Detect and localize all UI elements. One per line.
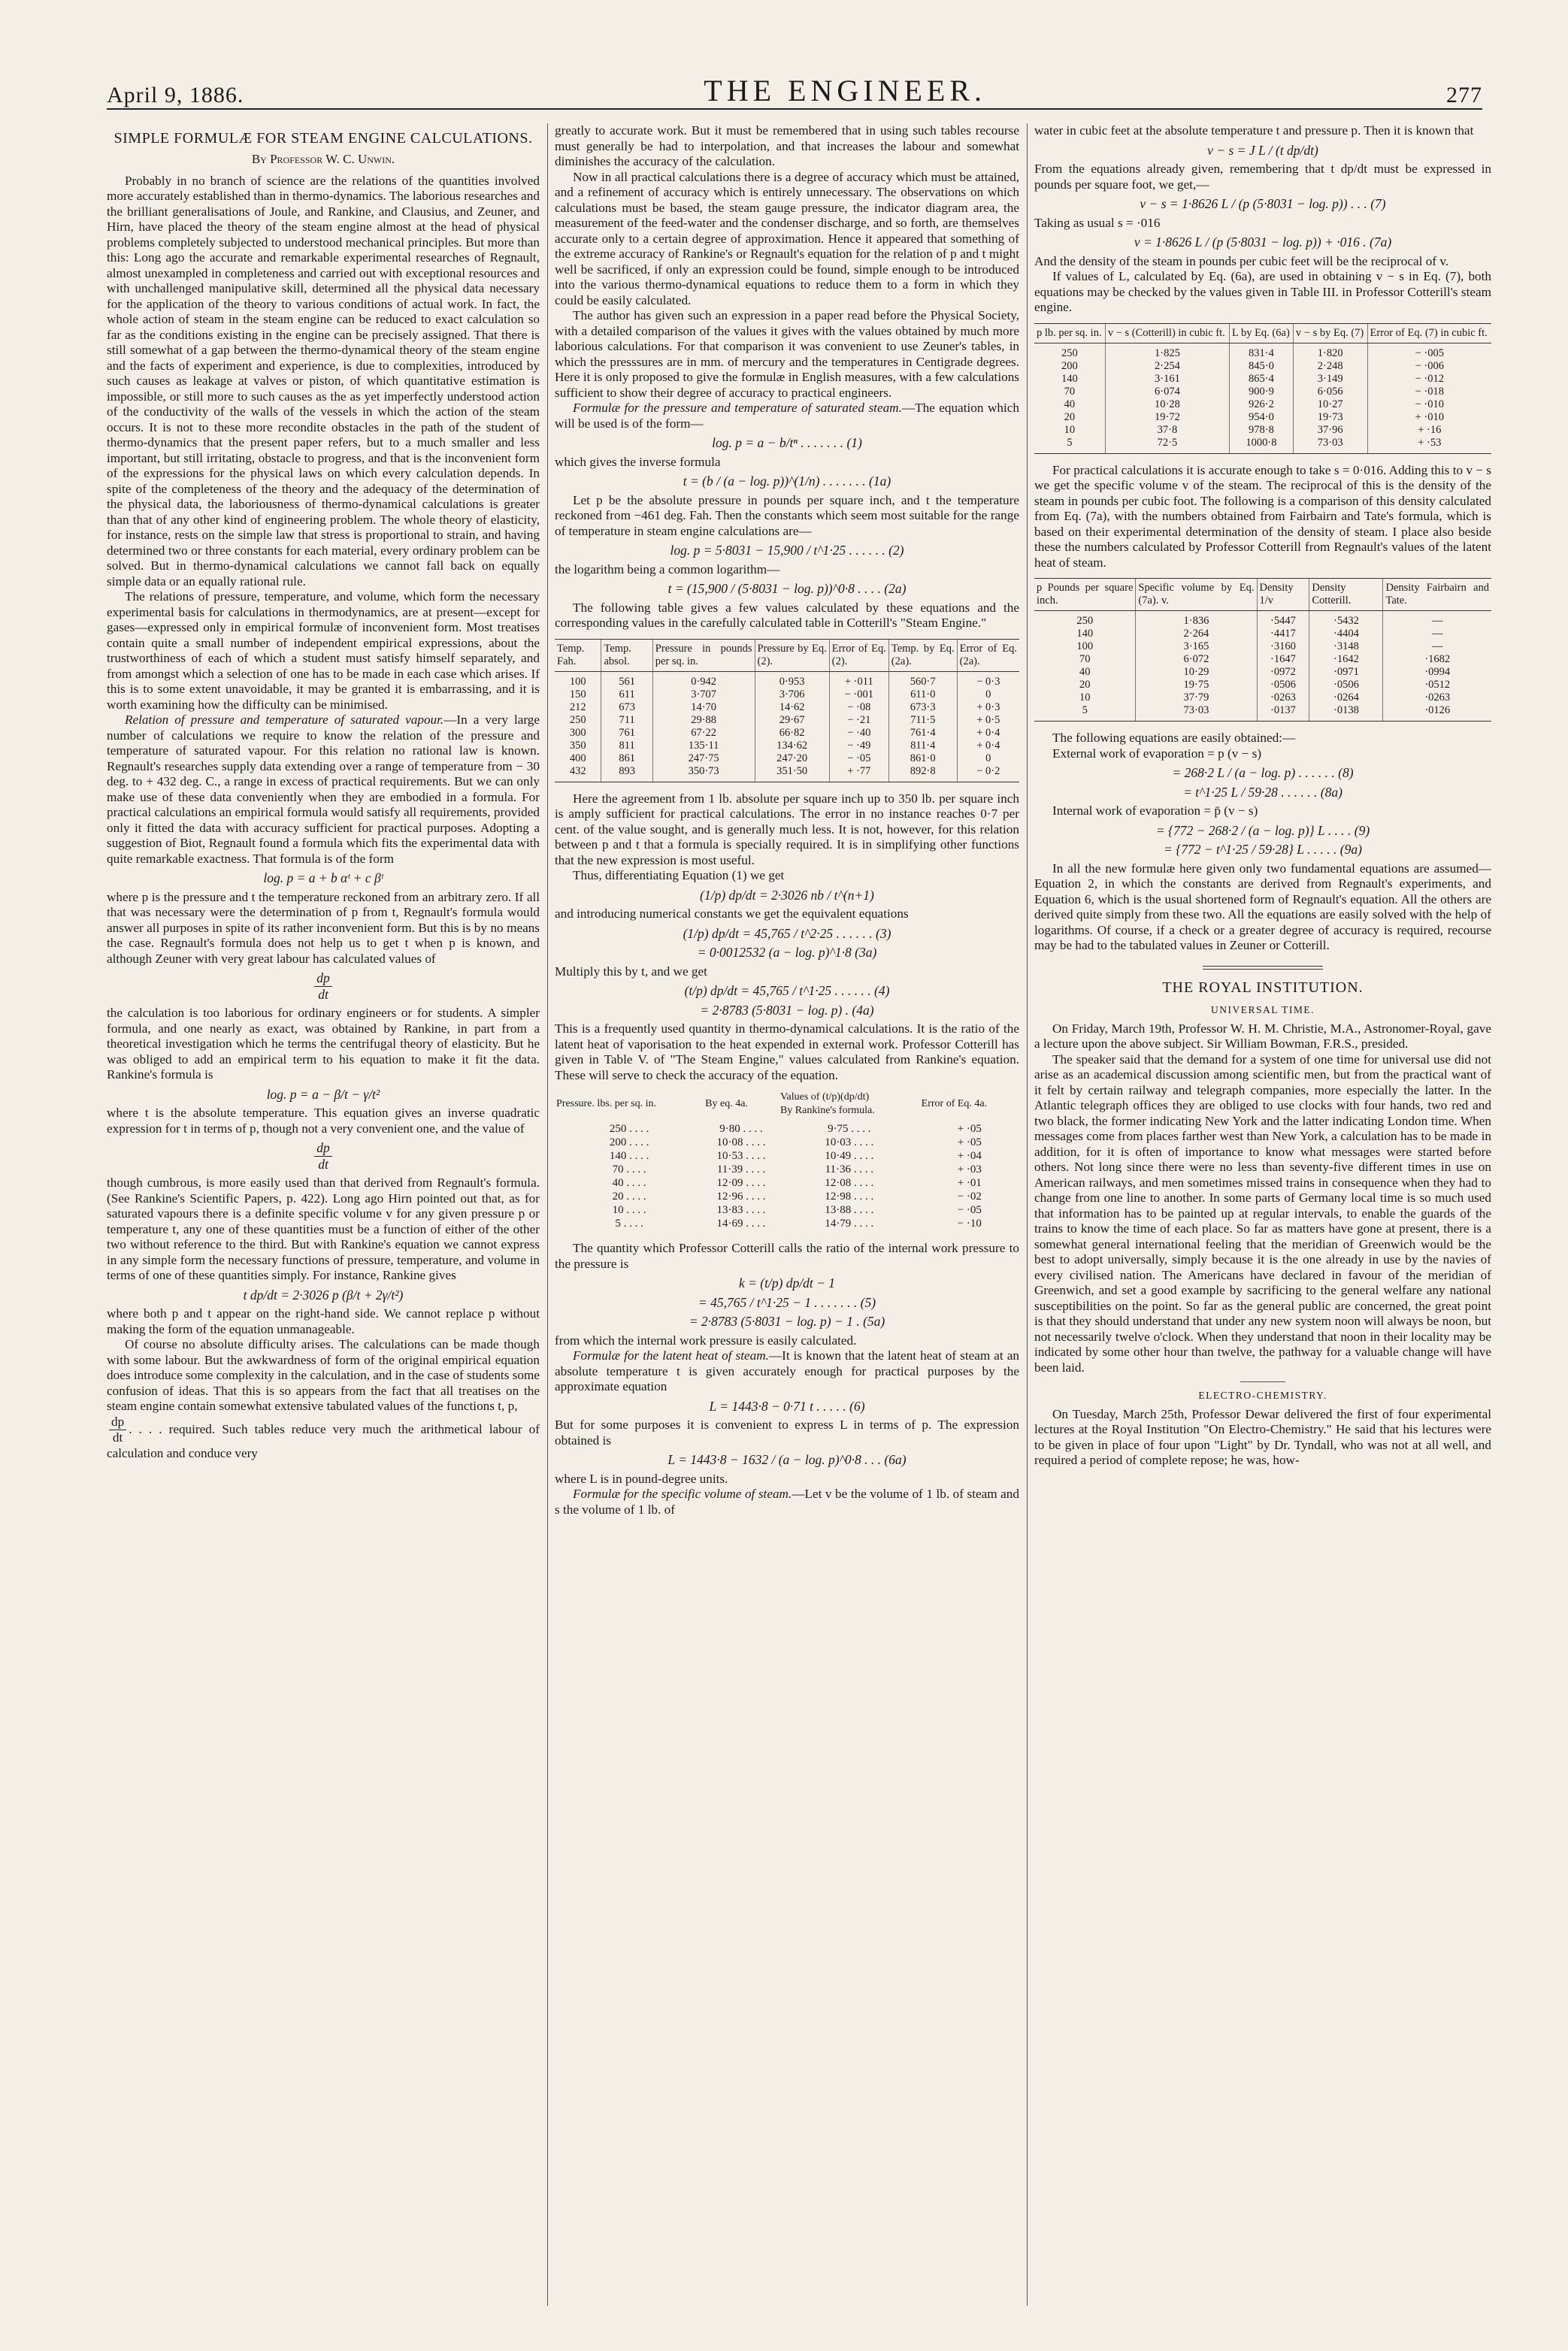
paragraph: The relations of pressure, temperature, and volume, which form the necessary experimental basis for calculations in thermodynamics, are at present—except for gases—expressed only in empirical formulæ of inconvenient form. Most treatises contain quite a small number of independent empirical expressions, about the trustworthiness of each of which a student must satisfy himself separately, and from amongst which a selection of one has to be made in each case which arises. If this is to some extent unavoidable, it may be granted it is embarrassing, and it is worth examining how the difficulty can be minimised. — [107, 589, 540, 712]
paragraph-text: . . . . required. Such tables reduce very much the arithmetical labour of calculation and conduce very — [107, 1421, 540, 1460]
table-header: Specific volume by Eq. (7a). v. — [1136, 579, 1257, 611]
paragraph: And the density of the steam in pounds per cubic feet will be the reciprocal of v. — [1034, 253, 1449, 268]
page-header — [107, 66, 1482, 110]
italic-heading: Formulæ for the specific volume of steam. — [573, 1487, 792, 1501]
table-header: Density Fairbairn and Tate. — [1383, 579, 1491, 611]
paragraph: If values of L, calculated by Eq. (6a), are used in obtaining v − s in Eq. (7), both equations may be checked by the values given in Table III. in Professor Cotterill's steam engine. — [1034, 269, 1491, 314]
paragraph: the logarithm being a common logarithm— — [555, 561, 780, 576]
paragraph — [107, 1415, 540, 1462]
equation-9: = {772 − 268·2 / (a − log. p)} L . . . . (9) — [1155, 822, 1370, 838]
table-header-rankine: By Rankine's formula. — [779, 1105, 875, 1116]
equation-7a: v = 1·8626 L / (p (5·8031 − log. p)) + ·016 . (7a) — [1134, 234, 1392, 250]
paragraph: the calculation is too laborious for ordinary engineers or for students. A simpler formula, and one nearly as exact, was obtained by Rankine, in part from a theoretical investigation which he terms the centrifugal theory of elasticity. But he was obliged to add an empirical term to his equation to make it fit the data. Rankine's formula is — [107, 1006, 540, 1082]
paragraph: and introducing numerical constants we get the equivalent equations — [555, 906, 909, 921]
paragraph — [555, 401, 1019, 431]
table-header: Pressure in pounds per sq. in. — [652, 639, 755, 671]
table-header: Pressure. lbs. per sq. in. — [556, 1098, 656, 1109]
italic-heading: Formulæ for the latent heat of steam. — [573, 1348, 769, 1363]
paragraph: This is a frequently used quantity in thermo-dynamical calculations. It is the ratio of the latent heat of vaporisation to the heat expended in external work. Professor Cotterill has given in Table V. of "The Steam Engine," values calculated from Rankine's equation. These will serve to check the accuracy of the equation. — [555, 1021, 1019, 1082]
header-date: April 9, 1886. — [107, 83, 244, 107]
equation-6a: L = 1443·8 − 1632 / (a − log. p)^0·8 . . . (6a) — [667, 1452, 907, 1467]
table-header-row — [555, 1089, 1019, 1119]
equation: v − s = J L / (t dp/dt) — [1207, 142, 1318, 158]
paragraph: Here the agreement from 1 lb. absolute per square inch up to 350 lb. per square inch is amply sufficient for practical calculations. The error in no instance reaches 0·7 per cent. of the value sought, and is generally much less. It is not, however, for this relation between p and t that a formula is specially required. It is in simplifying other functions that the new expression is most useful. — [555, 791, 1019, 867]
italic-heading: Formulæ for the pressure and temperature of saturated steam. — [573, 401, 902, 415]
paragraph-text: —The equation which will be used is of the form— — [555, 401, 1019, 431]
equation-1: log. p = a − b/tⁿ . . . . . . . (1) — [712, 435, 862, 450]
equation-4: (t/p) dp/dt = 45,765 / t^1·25 . . . . . . (4) — [684, 983, 890, 998]
paragraph: External work of evaporation = p (v − s) — [1052, 746, 1262, 761]
table-column: 250 140 100 70 40 20 10 5 — [1034, 611, 1136, 722]
table-row — [1034, 343, 1491, 453]
equation-3a: = 0·0012532 (a − log. p)^1·8 (3a) — [697, 945, 877, 960]
paragraph: where L is in pound-degree units. — [555, 1471, 728, 1486]
table-column: 100 150 212 250 300 350 400 432 — [555, 671, 601, 782]
article-byline: By Professor W. C. Unwin. — [251, 152, 395, 166]
paragraph-text: —Let v be the volume of 1 lb. of steam and s the volume of 1 lb. of — [555, 1487, 1019, 1517]
equation: log. p = a − β/t − γ/t² — [266, 1086, 380, 1102]
table-column: − 0·3 0 + 0·3 + 0·5 + 0·4 + 0·4 0 − 0·2 — [957, 671, 1019, 782]
table-header: Error of Eq. (2). — [829, 639, 888, 671]
table-header: v − s by Eq. (7) — [1293, 323, 1367, 343]
header-title: THE ENGINEER. — [704, 74, 987, 107]
subsection-title: ELECTRO-CHEMISTRY. — [1198, 1390, 1327, 1401]
equation-3: (1/p) dp/dt = 45,765 / t^2·25 . . . . . . (3) — [683, 925, 891, 941]
table-header: p Pounds per square inch. — [1034, 579, 1136, 611]
table-column: − ·005 − ·006 − ·012 − ·018 − ·010 + ·010 + ·16 + ·53 — [1367, 343, 1491, 453]
table-header-values: Values of (t/p)(dp/dt) — [779, 1091, 870, 1103]
paragraph: The following equations are easily obtained:— — [1052, 731, 1296, 745]
paragraph: The author has given such an expression in a paper read before the Physical Society, with a detailed comparison of the values it gives with the values obtained by much more laborious calculations. For that comparison it was convenient to use Zeuner's tables, in which the presssures are in mm. of mercury and the temperatures in Centigrade degrees. Here it is only proposed to give the formulæ in English measures, with a few calculations sufficient to show their degree of accuracy to practical engineers. — [555, 308, 1019, 400]
paragraph — [107, 713, 540, 867]
equation-dp-dt: $\frac{dp}{dt}$ — [107, 1140, 540, 1172]
article-title: SIMPLE FORMULÆ FOR STEAM ENGINE CALCULATIONS. — [114, 130, 533, 147]
paragraph: water in cubic feet at the absolute temperature t and pressure p. Then it is known that — [1034, 123, 1474, 138]
table-column: + ·05 + ·05 + ·04 + ·03 + ·01 − ·02 − ·05 − ·10 — [957, 1123, 982, 1230]
subsection-title: UNIVERSAL TIME. — [1211, 1004, 1315, 1015]
column-rule — [1027, 123, 1028, 2306]
equation: (1/p) dp/dt = 2·3026 nb / t^(n+1) — [700, 887, 874, 903]
paragraph: Multiply this by t, and we get — [555, 964, 707, 979]
equation-4a: = 2·8783 (5·8031 − log. p) . (4a) — [700, 1002, 874, 1018]
table-column: 9·75 . . . . 10·03 . . . . 10·49 . . . . 11·36 . . . . 12·08 . . . . 12·98 . . . . 13·88 . . . . 14·79 . . . . — [825, 1123, 874, 1230]
table-column: — — — ·1682 ·0994 ·0512 ·0263 ·0126 — [1383, 611, 1491, 722]
table-column: ·5447 ·4417 ·3160 ·1647 ·0972 ·0506 ·0263 ·0137 — [1257, 611, 1309, 722]
table-column: 250 . . . . 200 . . . . 140 . . . . 70 . . . . 40 . . . . 20 . . . . 10 . . . . 5 . . . . — [609, 1123, 649, 1230]
table-column: ·5432 ·4404 ·3148 ·1642 ·0971 ·0506 ·0264 ·0138 — [1309, 611, 1383, 722]
equation-2a: t = (15,900 / (5·8031 − log. p))^0·8 . . . . (2a) — [667, 581, 907, 596]
paragraph: Let p be the absolute pressure in pounds per square inch, and t the temperature reckoned from −461 deg. Fah. Then the constants which seem most suitable for the range of temperature in steam engine calculations are— — [555, 492, 1019, 538]
paragraph-text: —It is known that the latent heat of steam at an absolute temperature t is given accurately enough for practical purposes by the approximate equation — [555, 1348, 1019, 1393]
italic-heading: Relation of pressure and temperature of saturated vapour. — [125, 713, 444, 727]
equation-2: log. p = 5·8031 − 15,900 / t^1·25 . . . . . . (2) — [670, 543, 904, 558]
equation-8: = 268·2 L / (a − log. p) . . . . . . (8) — [1172, 765, 1354, 780]
equation-5: k = (t/p) dp/dt − 1 — [738, 1275, 836, 1290]
table-header: Temp. by Eq. (2a). — [888, 639, 957, 671]
section-divider — [1203, 966, 1323, 970]
divider — [1240, 1381, 1285, 1382]
table-column: 560·7 611·0 673·3 711·5 761·4 811·4 861·0 892·8 — [888, 671, 957, 782]
table-header: Temp. absol. — [601, 639, 652, 671]
table-header: By eq. 4a. — [705, 1098, 748, 1109]
table-row — [555, 1119, 1019, 1233]
table-header: Error of Eq. 4a. — [921, 1098, 988, 1109]
paragraph: For practical calculations it is accurate enough to take s = 0·016. Adding this to v − s we get the specific volume v of the steam. The reciprocal of this is the density of the steam in pounds per cubic foot. The following is a comparison of this density calculated from Eq. (7a), with the numbers obtained from Fairbairn and Tate's formula, which is based on their experimental determination of the density of steam. I place also beside these the numbers calculated by Professor Cotterill from Regnault's values of the latent heat of steam. — [1034, 462, 1491, 570]
column-2 — [555, 123, 1019, 2321]
table-column: 0·953 3·706 14·62 29·67 66·82 134·62 247·20 351·50 — [755, 671, 829, 782]
table-header-row — [1034, 323, 1491, 343]
equation-9a: = {772 − t^1·25 / 59·28} L . . . . . (9a) — [1164, 842, 1362, 857]
paragraph: though cumbrous, is more easily used than that derived from Regnault's formula. (See Rankine's Scientific Papers, p. 422). Long ago Hirn pointed out that, as for saturated vapours there is a definite specific volume v for any given pressure p or temperature t, any one of these quantities must be a function of either of the other two without reference to the third. But with Rankine's equation we cannot express in any simple form the necessary functions of pressure, temperature, and volume in terms of one of these quantities simply. For instance, Rankine gives — [107, 1176, 540, 1282]
paragraph: The quantity which Professor Cotterill calls the ratio of the internal work pressure to the pressure is — [555, 1241, 1019, 1271]
paragraph: from which the internal work pressure is easily calculated. — [555, 1333, 857, 1348]
table-pressure-temperature — [555, 639, 1019, 782]
paragraph: But for some purposes it is convenient to express L in terms of p. The expression obtained is — [555, 1418, 1019, 1448]
table-specific-volume — [1034, 323, 1491, 454]
table-header: Error of Eq. (2a). — [957, 639, 1019, 671]
table-header: Pressure by Eq. (2). — [755, 639, 829, 671]
paragraph: which gives the inverse formula — [555, 454, 721, 469]
table-row — [555, 671, 1019, 782]
column-1 — [107, 123, 540, 2321]
paragraph: Now in all practical calculations there is a degree of accuracy which must be attained, and a refinement of accuracy which is entirely unnecessary. The observations on which calculations must be based, the steam gauge pressure, the indicator diagram area, the measurement of the feed-water and the condenser discharge, and so forth, are themselves accurate only to a certain degree of approximation. Hence it appeared that something of the extreme accuracy of Rankine's or Regnault's equation for the relation of p and t might well be sacrificed, if only an expression could be found, simple enough to be introduced into the various thermo-dynamical equations to reduce them to a form in which they could be easily calculated. — [555, 169, 1019, 307]
table-header: Error of Eq. (7) in cubic ft. — [1367, 323, 1491, 343]
equation-6: L = 1443·8 − 0·71 t . . . . . (6) — [709, 1398, 865, 1414]
equation-5: = 45,765 / t^1·25 − 1 . . . . . . . (5) — [698, 1294, 876, 1310]
equation-dp-dt: $\frac{dp}{dt}$ — [107, 970, 540, 1002]
table-column: 0·942 3·707 14·70 29·88 67·22 135·11 247·75 350·73 — [652, 671, 755, 782]
equation: t dp/dt = 2·3026 p (β/t + 2γ/t²) — [243, 1287, 404, 1303]
paragraph: greatly to accurate work. But it must be remembered that in using such tables recourse must generally be had to interpolation, and that increases the labour and somewhat diminishes the accuracy of the calculation. — [555, 123, 1019, 168]
fraction: $\frac{dp}{dt}$ — [109, 1415, 126, 1446]
table-header: Density Cotterill. — [1309, 579, 1383, 611]
paragraph: In all the new formulæ here given only two fundamental equations are assumed—Equation 2, in which the constants are derived from Regnault's experiments, and Equation 6, which is the usual shortened form of Regnault's equation. All the others are derived quite simply from these two. All the equations are easily solved with the help of logarithms. Of course, if a check or a greater degree of accuracy is required, recourse may be had to the tabulated values in Zeuner or Cotterill. — [1034, 861, 1491, 952]
table-column: 1·836 2·264 3·165 6·072 10·29 19·75 37·79 73·03 — [1136, 611, 1257, 722]
section-title: THE ROYAL INSTITUTION. — [1162, 979, 1364, 996]
paragraph: where t is the absolute temperature. This equation gives an inverse quadratic expression for t in terms of p, though not a very convenient one, and the value of — [107, 1106, 540, 1136]
column-rule — [547, 123, 548, 2306]
paragraph — [555, 1487, 1019, 1517]
paragraph: On Friday, March 19th, Professor W. H. M. Christie, M.A., Astronomer-Royal, gave a lecture upon the above subject. Sir William Bowman, F.R.S., presided. — [1034, 1021, 1491, 1051]
paragraph: Probably in no branch of science are the relations of the quantities involved more accurately established than in thermo-dynamics. The laborious researches and the brilliant generalisations of Joule, and Rankine, and Clausius, and Zeuner, and Hirn, have placed the theory of the steam engine almost at the head of physical problems completely subjected to understood mechanical principles. But more than this: Long ago the accurate and remarkable experimental researches of Regnault, almost unexampled in completeness and carried out with exceptional resources and with unchallenged manipulative skill, determined all the physical data necessary for the application of the theory to various conditions of actual work. In fact, the whole action of steam in the steam engine can be reduced to exact calculation so far as the conditions existing in the engine can be precisely assigned. That there is still somewhat of a gap between the thermo-dynamical theory of the steam engine and the facts of experiment and experience, is due to complexities, introduced by such causes as leakage at valves or piston, of which quantitative estimation is impossible, or still more to such causes as the as yet imperfectly understood action of the conductivity of the walls of the vessels in which the action of the steam occurs. It is not to these more recondite obstacles in the path of the student of thermo-dynamics that the present paper refers, but to a much smaller and less important, but still irritating, obstacle to progress, and that is the inconvenient form of the expressions for the physical laws on which every calculation depends. In spite of the completeness of the theory and the adequacy of the determination of the physical data, the laboriousness of thermo-dynamical calculations is greater than that of any other kind of engineering problem. The whole theory of elasticity, for instance, rests on the simple law that stress is proportional to strain, and having determined two or three constants for each material, every ordinary problem can be solved. But in thermo-dynamical calculations we cannot fall back on equally simple data or an equally rational rule. — [107, 173, 540, 589]
table-column: 250 200 140 70 40 20 10 5 — [1034, 343, 1105, 453]
table-header-row — [555, 639, 1019, 671]
equation-1a: t = (b / (a − log. p))^(1/n) . . . . . . . (1a) — [683, 474, 891, 489]
equation-8a: = t^1·25 L / 59·28 . . . . . . (8a) — [1183, 784, 1342, 800]
table-header: Density 1/v — [1257, 579, 1309, 611]
paragraph: On Tuesday, March 25th, Professor Dewar delivered the first of four experimental lectures at the Royal Institution "On Electro-Chemistry." He said that his lectures were to be given in place of four upon "Light" by Dr. Tyndall, who was not at all well, and required a period of complete repose; he was, how- — [1034, 1406, 1491, 1467]
paragraph — [555, 1348, 1019, 1395]
paragraph: where p is the pressure and t the temperature reckoned from an arbitrary zero. If all that was necessary were the determination of p from t, Regnault's formula would answer all purposes in spite of its rather inconvenient form. But this is by no means the case. Regnault's formula does not help us to get t when p is known, and although Zeuner with very great labour has calculated values of — [107, 889, 540, 966]
paragraph-text: —In a very large number of calculations we require to know the relation of the pressure and temperature of saturated vapour. For this relation no rational law is known. Regnault's researches supply data extending over a range of temperature from − 30 deg. to + 432 deg. C., a range in excess of practical requirements. But we can only make use of these data conveniently when they are embodied in a formula. For practical calculations an empirical formula would satisfy all requirements, provided only it fitted the data with accuracy sufficient for practical purposes. Adopting a suggestion of Biot, Regnault found a formula which fits the experimental data with quite remarkable exactness. That formula is of the form — [107, 713, 540, 866]
table-header: p lb. per sq. in. — [1034, 323, 1105, 343]
header-page-number: 277 — [1445, 83, 1482, 107]
equation-5a: = 2·8783 (5·8031 − log. p) − 1 . (5a) — [689, 1314, 885, 1329]
table-row — [1034, 611, 1491, 722]
table-column: 9·80 . . . . 10·08 . . . . 10·53 . . . . 11·39 . . . . 12·09 . . . . 12·96 . . . . 13·83 . . . . 14·69 . . . . — [716, 1123, 766, 1230]
table-density — [1034, 578, 1491, 722]
paragraph: From the equations already given, remembering that t dp/dt must be expressed in pounds per square foot, we get,— — [1034, 162, 1491, 192]
equation-7: v − s = 1·8626 L / (p (5·8031 − log. p)) . . . (7) — [1140, 196, 1386, 211]
paragraph: Taking as usual s = ·016 — [1034, 215, 1161, 230]
paragraph: Internal work of evaporation = p̄ (v − s) — [1052, 803, 1258, 818]
table-column: 561 611 673 711 761 811 861 893 — [601, 671, 652, 782]
table-header: L by Eq. (6a) — [1230, 323, 1294, 343]
table-check-eq4a — [555, 1089, 1019, 1233]
table-header-row — [1034, 579, 1491, 611]
table-column: + ·011 − ·001 − ·08 − ·21 − ·40 − ·49 − ·05 + ·77 — [829, 671, 888, 782]
table-column: 831·4 845·0 865·4 900·9 926·2 954·0 978·8 1000·8 — [1230, 343, 1294, 453]
paragraph: where both p and t appear on the right-hand side. We cannot replace p without making the form of the equation unmanageable. — [107, 1306, 540, 1336]
table-column: 1·820 2·248 3·149 6·056 10·27 19·73 37·96 73·03 — [1293, 343, 1367, 453]
table-header — [779, 1089, 920, 1119]
table-header: Temp. Fah. — [555, 639, 601, 671]
paragraph: Thus, differentiating Equation (1) we get — [573, 868, 785, 882]
paragraph: The following table gives a few values calculated by these equations and the corresponding values in the carefully calculated table in Cotterill's "Steam Engine." — [555, 600, 1019, 630]
paragraph: Of course no absolute difficulty arises. The calculations can be made though with some labour. But the awkwardness of form of the original empirical equation does introduce some complexity in the calculation, and in the case of students some confusion of ideas. That this is so appears from the fact that all treatises on the steam engine contain somewhat extensive tabulated values of the functions t, p, — [107, 1337, 540, 1413]
column-3 — [1034, 123, 1491, 2321]
table-header: v − s (Cotterill) in cubic ft. — [1105, 323, 1229, 343]
table-column: 1·825 2·254 3·161 6·074 10·28 19·72 37·8 72·5 — [1105, 343, 1229, 453]
paragraph: The speaker said that the demand for a system of one time for universal use did not arise as an academical discussion among scientific men, but from the practical want of it felt by certain railway and telegraph companies, more especially the latter. In the Atlantic telegraph offices they are obliged to use clocks with four hands, two red and two black, the former indicating New York and the latter indicating London time. When messages come from places farther west than New York, a calculation has to be made in addition, for it is often of importance to know what messages were started before others. Not long since there were no less than seventy-five different times in use on American railways, and men sometimes missed trains in consequence when they had to change from one line to another. In some parts of Germany local time is so much used that information has to be painted up at regular intervals, to enable the guards of the trains to know the time of each place. So far as matters have gone at present, there is a somewhat general international feeling that the meridian of Greenwich would be the best to adopt universally, simply because it is the one already in use by the navies of every civilised nation. The Americans have declared in favour of the meridian of Greenwich, and set a good example by sacrificing to the general welfare any national susceptibilities on the point. So far as the general public are concerned, the great point is that they should understand that under any new system noon will always be noon, but not necessarily twelve o'clock. When they understand that noon in their locality may be indicated by some other hour than twelve, the pathway for a valuable change will have been laid. — [1034, 1051, 1491, 1375]
equation: log. p = a + b αᵗ + c βᵗ — [263, 870, 383, 885]
